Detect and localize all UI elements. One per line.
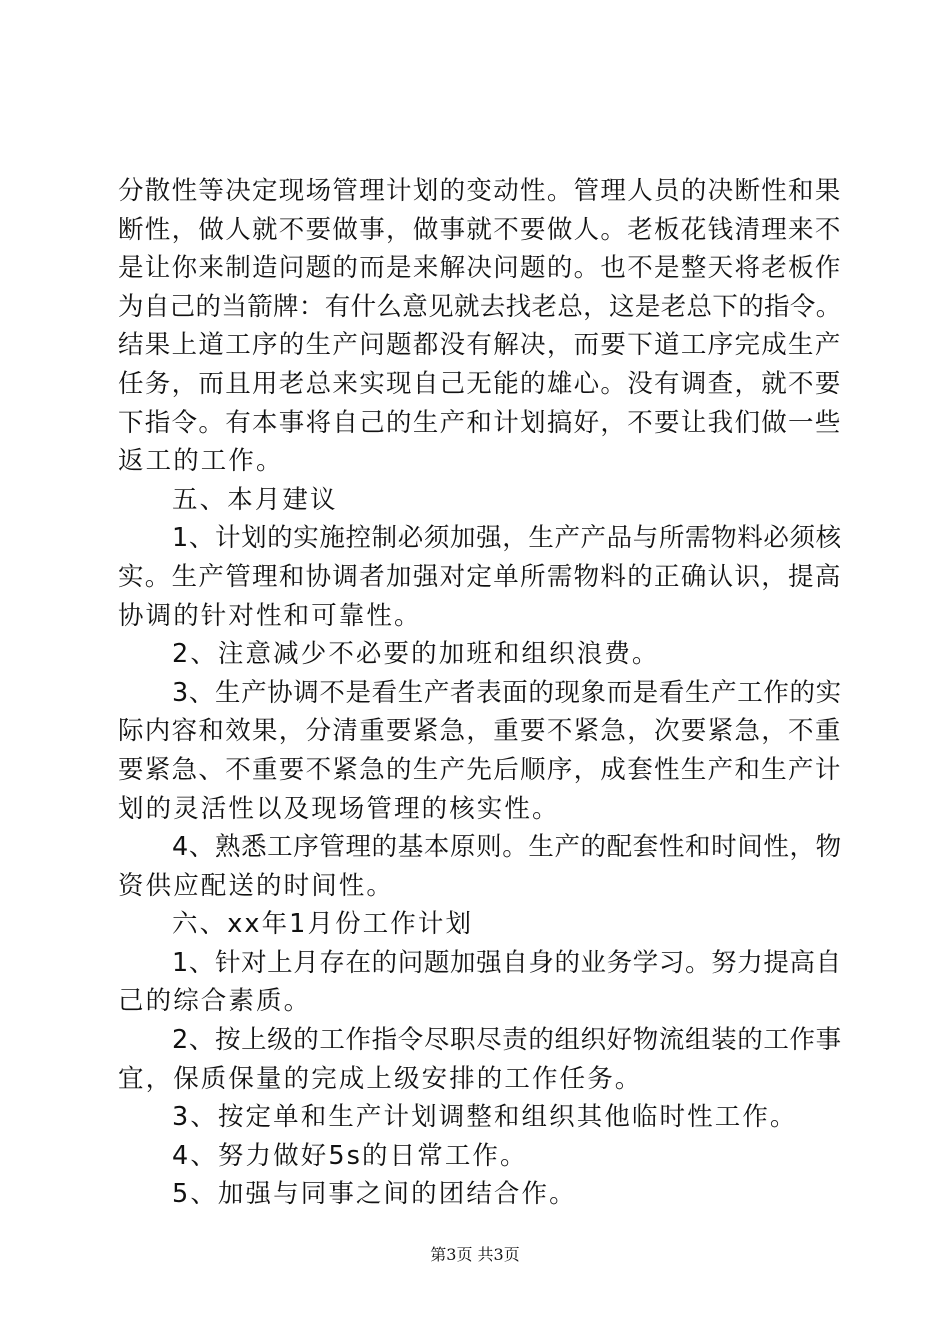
text-line: 3、生产协调不是看生产者表面的现象而是看生产工作的实 (172, 677, 842, 708)
page-footer (0, 1244, 950, 1266)
text-line: 4、熟悉工序管理的基本原则。生产的配套性和时间性，物 (172, 832, 842, 863)
text-line: 际内容和效果，分清重要紧急，重要不紧急，次要紧急，不重 (118, 716, 842, 747)
page-number-label: 第3页 共3页 (430, 1245, 520, 1264)
text-line: 分散性等决定现场管理计划的变动性。管理人员的决断性和果 (118, 176, 842, 206)
text-line: 己的综合素质。 (118, 986, 312, 1017)
text-line: 结果上道工序的生产问题都没有解决，而要下道工序完成生产 (118, 330, 842, 361)
text-line: 1、针对上月存在的问题加强自身的业务学习。努力提高自 (172, 947, 842, 978)
text-line: 要紧急、不重要不紧急的生产先后顺序，成套性生产和生产计 (118, 754, 842, 785)
text-line: 2、注意减少不必要的加班和组织浪费。 (172, 639, 660, 670)
text-line: 六、xx年1月份工作计划 (172, 909, 474, 940)
text-line: 返工的工作。 (118, 446, 284, 477)
text-line: 为自己的当箭牌：有什么意见就去找老总，这是老总下的指令。 (118, 291, 842, 322)
text-line: 4、努力做好5s的日常工作。 (172, 1140, 528, 1171)
text-line: 下指令。有本事将自己的生产和计划搞好，不要让我们做一些 (118, 407, 842, 438)
text-line: 资供应配送的时间性。 (118, 870, 395, 901)
text-line: 协调的针对性和可靠性。 (118, 600, 422, 631)
text-line: 实。生产管理和协调者加强对定单所需物料的正确认识，提高 (118, 561, 842, 592)
text-line: 断性，做人就不要做事，做事就不要做人。老板花钱清理来不 (118, 214, 842, 245)
text-line: 是让你来制造问题的而是来解决问题的。也不是整天将老板作 (118, 253, 842, 284)
text-line: 2、按上级的工作指令尽职尽责的组织好物流组装的工作事 (172, 1025, 842, 1056)
text-line: 任务，而且用老总来实现自己无能的雄心。没有调查，就不要 (118, 368, 842, 399)
text-line: 宜，保质保量的完成上级安排的工作任务。 (118, 1063, 643, 1094)
document-body (118, 172, 843, 1214)
text-line: 划的灵活性以及现场管理的核实性。 (118, 793, 560, 824)
text-line: 五、本月建议 (172, 484, 338, 515)
text-line: 1、计划的实施控制必须加强，生产产品与所需物料必须核 (172, 523, 842, 554)
text-line: 3、按定单和生产计划调整和组织其他临时性工作。 (172, 1102, 798, 1133)
text-line: 5、加强与同事之间的团结合作。 (172, 1179, 577, 1210)
